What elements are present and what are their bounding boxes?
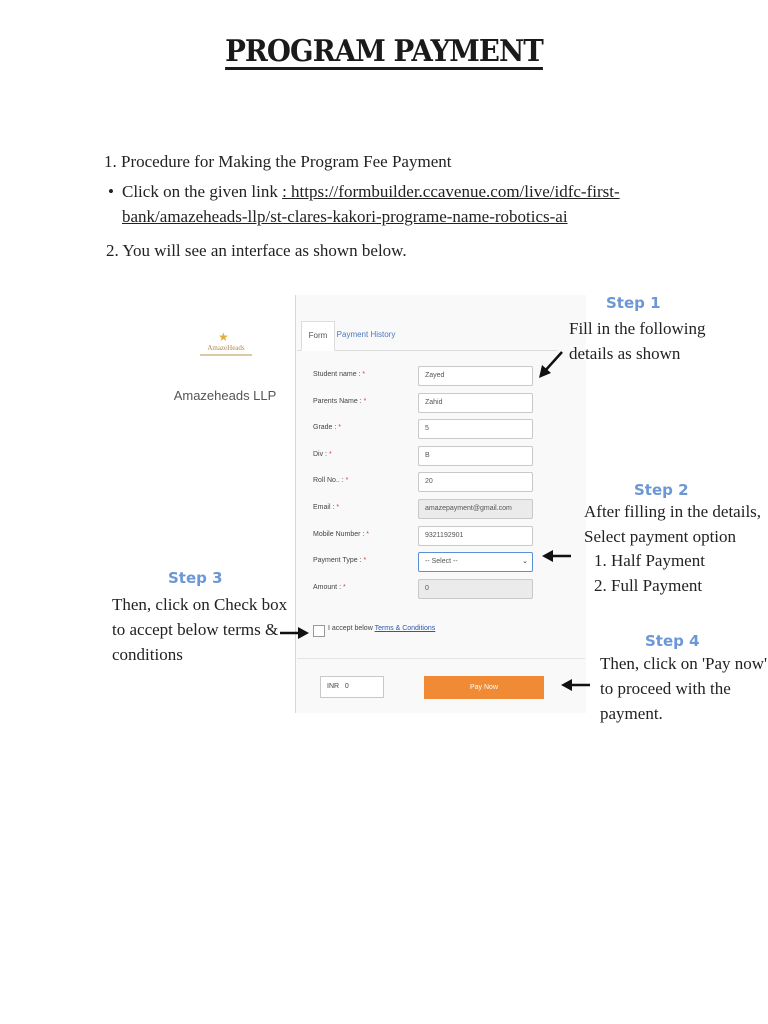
- field-value: 0: [425, 585, 429, 592]
- company-name: Amazeheads LLP: [173, 388, 277, 403]
- inr-label: INR: [327, 683, 340, 690]
- field-label-text: Student name :: [313, 371, 361, 378]
- step-2-line-2: Select payment option: [584, 527, 737, 546]
- star-logo-icon: ★: [218, 330, 229, 344]
- field-label: [313, 398, 366, 405]
- field-value: Zayed: [425, 372, 445, 379]
- field-label: [313, 424, 341, 431]
- instruction-item-2: 2. You will see an interface as shown below.: [106, 241, 407, 260]
- step-2-option-1: 1. Half Payment: [594, 551, 705, 570]
- instruction-item-1: 1. Procedure for Making the Program Fee Payment: [104, 152, 452, 171]
- field-label-text: Mobile Number :: [313, 531, 365, 538]
- form-input[interactable]: [418, 419, 533, 439]
- step-4-arrow-icon: [560, 678, 592, 692]
- step-3-line-1: Then, click on Check box: [112, 595, 288, 614]
- inr-amount-field: [320, 676, 384, 698]
- field-label-text: Email :: [313, 504, 335, 511]
- step-2-arrow-icon: [541, 549, 573, 563]
- step-4-line-2: to proceed with the: [600, 679, 731, 698]
- chevron-down-icon: ⌄: [522, 558, 528, 565]
- field-label: [313, 531, 369, 538]
- terms-link[interactable]: Terms & Conditions: [374, 625, 436, 632]
- required-marker: *: [341, 584, 346, 591]
- form-input[interactable]: [418, 472, 533, 492]
- tab-payment-history[interactable]: Payment History: [336, 330, 396, 339]
- required-marker: *: [336, 424, 342, 431]
- form-input[interactable]: [418, 526, 533, 546]
- step-1-line-2: details as shown: [569, 344, 681, 363]
- payment-link-part1[interactable]: : https://formbuilder.ccavenue.com/live/idfc-first-: [282, 182, 620, 201]
- field-value: -- Select --: [425, 558, 458, 565]
- step-3-heading: Step 3: [168, 569, 223, 587]
- step-4-line-1: Then, click on 'Pay now': [600, 654, 768, 673]
- form-input: [418, 499, 533, 519]
- required-marker: *: [343, 477, 349, 484]
- step-3-line-2: to accept below terms &: [112, 620, 279, 639]
- tab-form[interactable]: Form: [301, 321, 335, 351]
- field-label-text: Grade :: [313, 424, 337, 431]
- bullet-text: Click on the given link: [122, 182, 283, 201]
- field-label: [313, 504, 339, 511]
- required-marker: *: [364, 531, 370, 538]
- form-input[interactable]: [418, 366, 533, 386]
- step-3-line-3: conditions: [112, 645, 183, 664]
- field-label: [313, 371, 365, 378]
- step-2-option-2: 2. Full Payment: [594, 576, 703, 595]
- field-value: Zahid: [425, 399, 443, 406]
- inr-value: 0: [344, 683, 349, 690]
- bullet-dot: •: [108, 182, 114, 201]
- instruction-bullet: [122, 180, 662, 204]
- logo-text: AmazeHeads: [207, 344, 245, 352]
- step-3-arrow-icon: [278, 626, 310, 640]
- step-2-line-1: After filling in the details,: [584, 502, 762, 521]
- accept-text: I accept below: [328, 625, 375, 632]
- field-label: [313, 451, 332, 458]
- field-label-text: Parents Name :: [313, 398, 362, 405]
- field-label: [313, 584, 346, 591]
- divider: [297, 658, 585, 659]
- field-value: B: [425, 452, 430, 459]
- logo-underline: [200, 354, 252, 356]
- form-input[interactable]: [418, 393, 533, 413]
- step-2-heading: Step 2: [634, 481, 689, 499]
- field-value: 20: [425, 478, 433, 485]
- step-4-line-3: payment.: [600, 704, 663, 723]
- field-value: 9321192901: [425, 532, 464, 539]
- field-label: [313, 477, 348, 484]
- required-marker: *: [361, 398, 367, 405]
- required-marker: *: [334, 504, 340, 511]
- field-label-text: Div :: [313, 451, 327, 458]
- field-label-text: Roll No.. :: [313, 477, 344, 484]
- required-marker: *: [360, 371, 366, 378]
- page-title: PROGRAM PAYMENT: [225, 34, 543, 69]
- required-marker: *: [361, 557, 367, 564]
- field-label: [313, 557, 366, 564]
- payment-link-part2[interactable]: bank/amazeheads-llp/st-clares-kakori-programe-name-robotics-ai: [122, 207, 568, 226]
- form-input[interactable]: [418, 446, 533, 466]
- terms-checkbox[interactable]: [313, 625, 325, 637]
- step-1-heading: Step 1: [606, 294, 661, 312]
- payment-type-select[interactable]: [418, 552, 533, 572]
- field-value: 5: [425, 425, 429, 432]
- step-4-heading: Step 4: [645, 632, 700, 650]
- step-1-arrow-icon: [536, 348, 566, 380]
- accept-terms-label: [328, 625, 435, 632]
- form-input: [418, 579, 533, 599]
- required-marker: *: [327, 451, 332, 458]
- field-label-text: Amount :: [313, 584, 342, 591]
- pay-now-button[interactable]: Pay Now: [424, 676, 544, 699]
- field-value: amazepayment@gmail.com: [425, 505, 512, 512]
- field-label-text: Payment Type :: [313, 557, 362, 564]
- step-1-line-1: Fill in the following: [569, 319, 706, 338]
